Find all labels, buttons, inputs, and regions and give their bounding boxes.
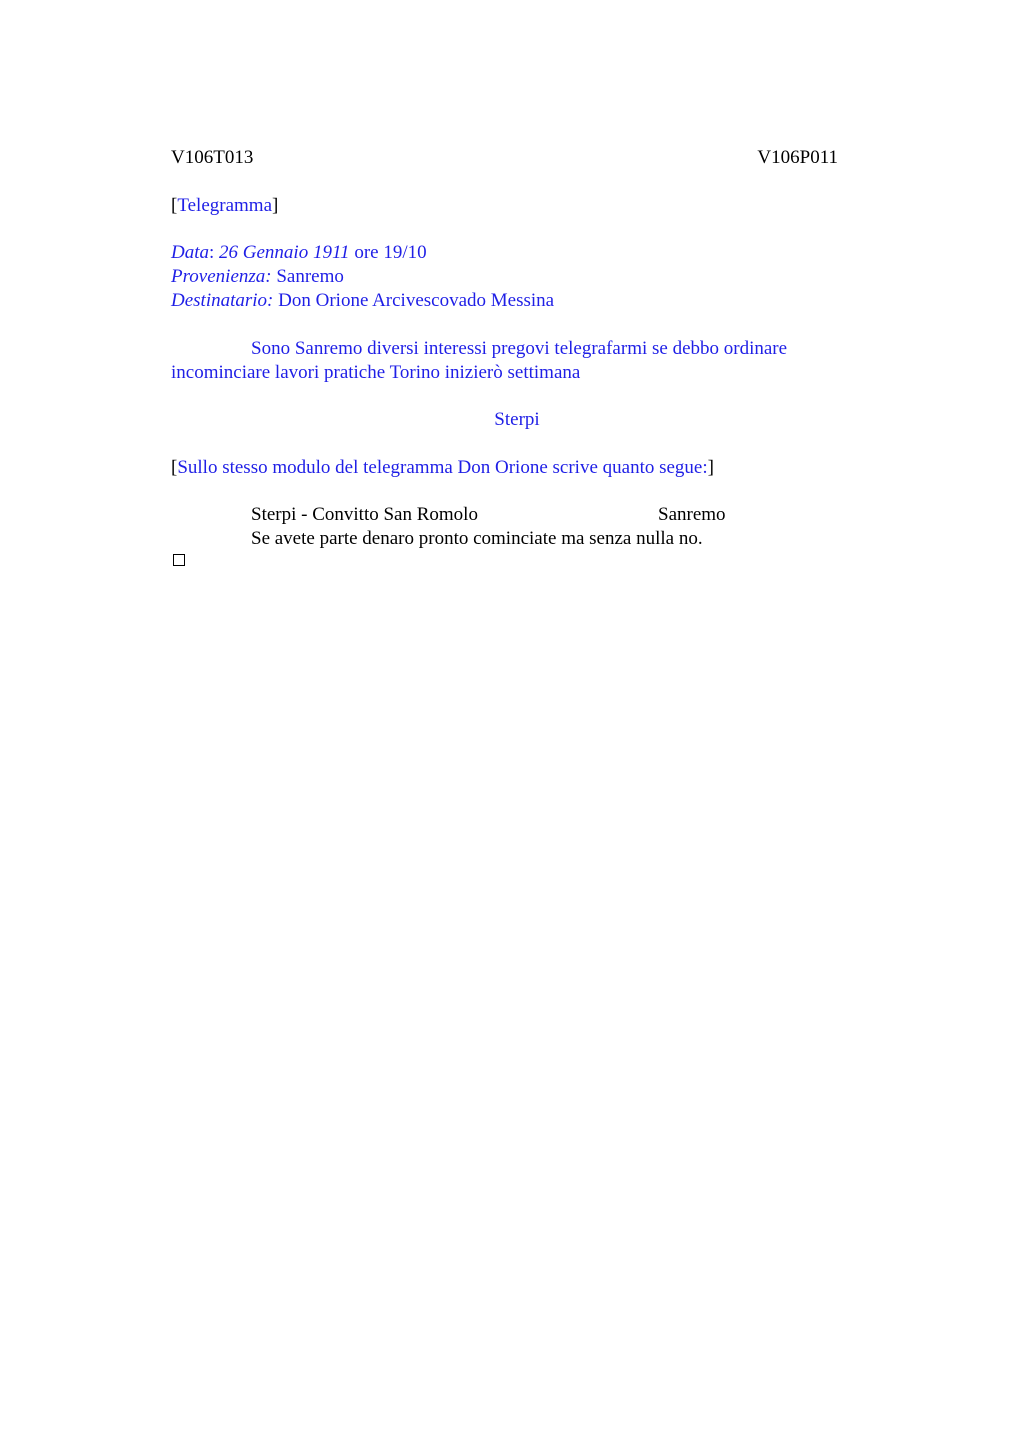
reply-address-left: Sterpi - Convitto San Romolo bbox=[251, 504, 478, 525]
telegram-metadata bbox=[171, 241, 554, 313]
document-code-right: V106P011 bbox=[757, 147, 838, 168]
date-time: ore 19/10 bbox=[354, 242, 427, 263]
date-label: Data bbox=[171, 242, 209, 263]
recipient-value: Don Orione Arcivescovado Messina bbox=[278, 290, 555, 311]
document-code-left: V106T013 bbox=[171, 147, 254, 168]
end-marker-box bbox=[173, 554, 185, 566]
reply-address-right: Sanremo bbox=[658, 504, 726, 525]
date-row bbox=[171, 241, 554, 265]
date-value: 26 Gennaio 1911 bbox=[219, 242, 350, 263]
document-type bbox=[171, 194, 278, 218]
date-colon: : bbox=[209, 242, 215, 263]
origin-row bbox=[171, 265, 554, 289]
bracket-open: [ bbox=[171, 195, 178, 216]
bracket-close: ] bbox=[272, 195, 279, 216]
origin-value: Sanremo bbox=[276, 266, 344, 287]
note-bracket-open: [ bbox=[171, 457, 178, 478]
recipient-label: Destinatario: bbox=[171, 290, 274, 311]
editorial-note bbox=[171, 456, 714, 480]
note-bracket-close: ] bbox=[707, 457, 714, 478]
reply-block bbox=[251, 503, 726, 551]
telegram-message bbox=[171, 337, 841, 385]
recipient-row bbox=[171, 289, 554, 313]
reply-address-row bbox=[251, 503, 726, 527]
document-type-label: Telegramma bbox=[177, 195, 273, 216]
telegram-message-text: Sono Sanremo diversi interessi pregovi telegrafarmi se debbo ordinare incominciare lavori pratiche Torino inizierò settimana bbox=[171, 338, 788, 383]
origin-label: Provenienza: bbox=[171, 266, 272, 287]
signature: Sterpi bbox=[494, 409, 540, 430]
note-text: Sullo stesso modulo del telegramma Don Orione scrive quanto segue: bbox=[177, 457, 708, 478]
reply-text: Se avete parte denaro pronto cominciate ma senza nulla no. bbox=[251, 528, 703, 549]
